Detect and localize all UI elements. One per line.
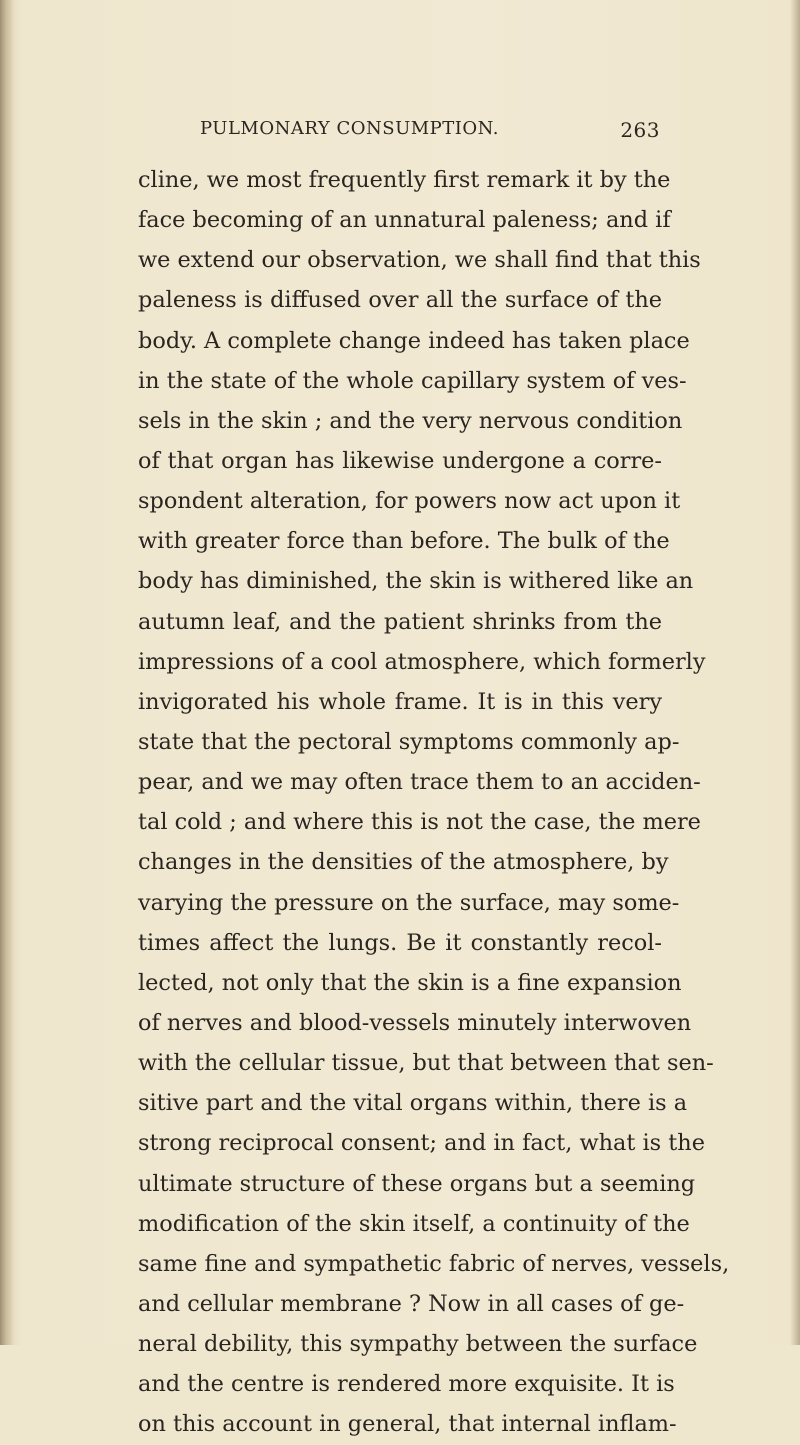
text-line: impressions of a cool atmosphere, which formerly bbox=[138, 648, 706, 675]
text-line: and the centre is rendered more exquisite. It is bbox=[138, 1371, 675, 1398]
text-line: body. A complete change indeed has taken place bbox=[138, 327, 690, 354]
text-line: sitive part and the vital organs within, there is a bbox=[138, 1090, 688, 1117]
page-number: 263 bbox=[620, 118, 660, 142]
text-line: modification of the skin itself, a continuity of the bbox=[138, 1210, 690, 1237]
text-line: and cellular membrane ? Now in all cases of ge- bbox=[138, 1290, 685, 1317]
text-line: sels in the skin ; and the very nervous condition bbox=[138, 407, 683, 434]
text-line: face becoming of an unnatural paleness; and if bbox=[138, 207, 671, 234]
page-header bbox=[200, 118, 660, 144]
text-line: with the cellular tissue, but that between that sen- bbox=[138, 1050, 714, 1077]
text-line: spondent alteration, for powers now act upon it bbox=[138, 488, 681, 515]
text-line: changes in the densities of the atmosphere, by bbox=[138, 849, 669, 876]
text-line: invigorated his whole frame. It is in this very bbox=[138, 688, 662, 715]
text-line: strong reciprocal consent; and in fact, what is the bbox=[138, 1130, 705, 1157]
text-line: pear, and we may often trace them to an acciden- bbox=[138, 769, 701, 796]
text-line: with greater force than before. The bulk of the bbox=[138, 528, 670, 555]
text-line: on this account in general, that internal inflam- bbox=[138, 1411, 677, 1438]
text-line: paleness is diffused over all the surface of the bbox=[138, 287, 662, 314]
body-text bbox=[138, 160, 730, 1445]
running-head: PULMONARY CONSUMPTION. bbox=[200, 118, 499, 139]
text-line: autumn leaf, and the patient shrinks from the bbox=[138, 608, 662, 635]
text-line: lected, not only that the skin is a fine expansion bbox=[138, 969, 682, 996]
text-line: we extend our observation, we shall find that this bbox=[138, 247, 701, 274]
text-line: body has diminished, the skin is withered like an bbox=[138, 568, 694, 595]
text-line: same fine and sympathetic fabric of nerves, vessels, bbox=[138, 1250, 730, 1277]
text-line: tal cold ; and where this is not the case, the mere bbox=[138, 809, 701, 836]
text-line: state that the pectoral symptoms commonly ap- bbox=[138, 728, 680, 755]
text-line: of that organ has likewise undergone a corre- bbox=[138, 447, 662, 474]
text-line: times affect the lungs. Be it constantly recol- bbox=[138, 929, 662, 956]
text-line: varying the pressure on the surface, may some- bbox=[138, 889, 680, 916]
page-binding-edge bbox=[0, 0, 14, 1345]
text-line: neral debility, this sympathy between the surface bbox=[138, 1331, 698, 1358]
text-line: ultimate structure of these organs but a seeming bbox=[138, 1170, 696, 1197]
page-outer-edge bbox=[790, 0, 800, 1345]
text-line: in the state of the whole capillary system of ves- bbox=[138, 367, 687, 394]
text-line: cline, we most frequently first remark it by the bbox=[138, 167, 671, 193]
text-line: of nerves and blood-vessels minutely interwoven bbox=[138, 1009, 692, 1036]
